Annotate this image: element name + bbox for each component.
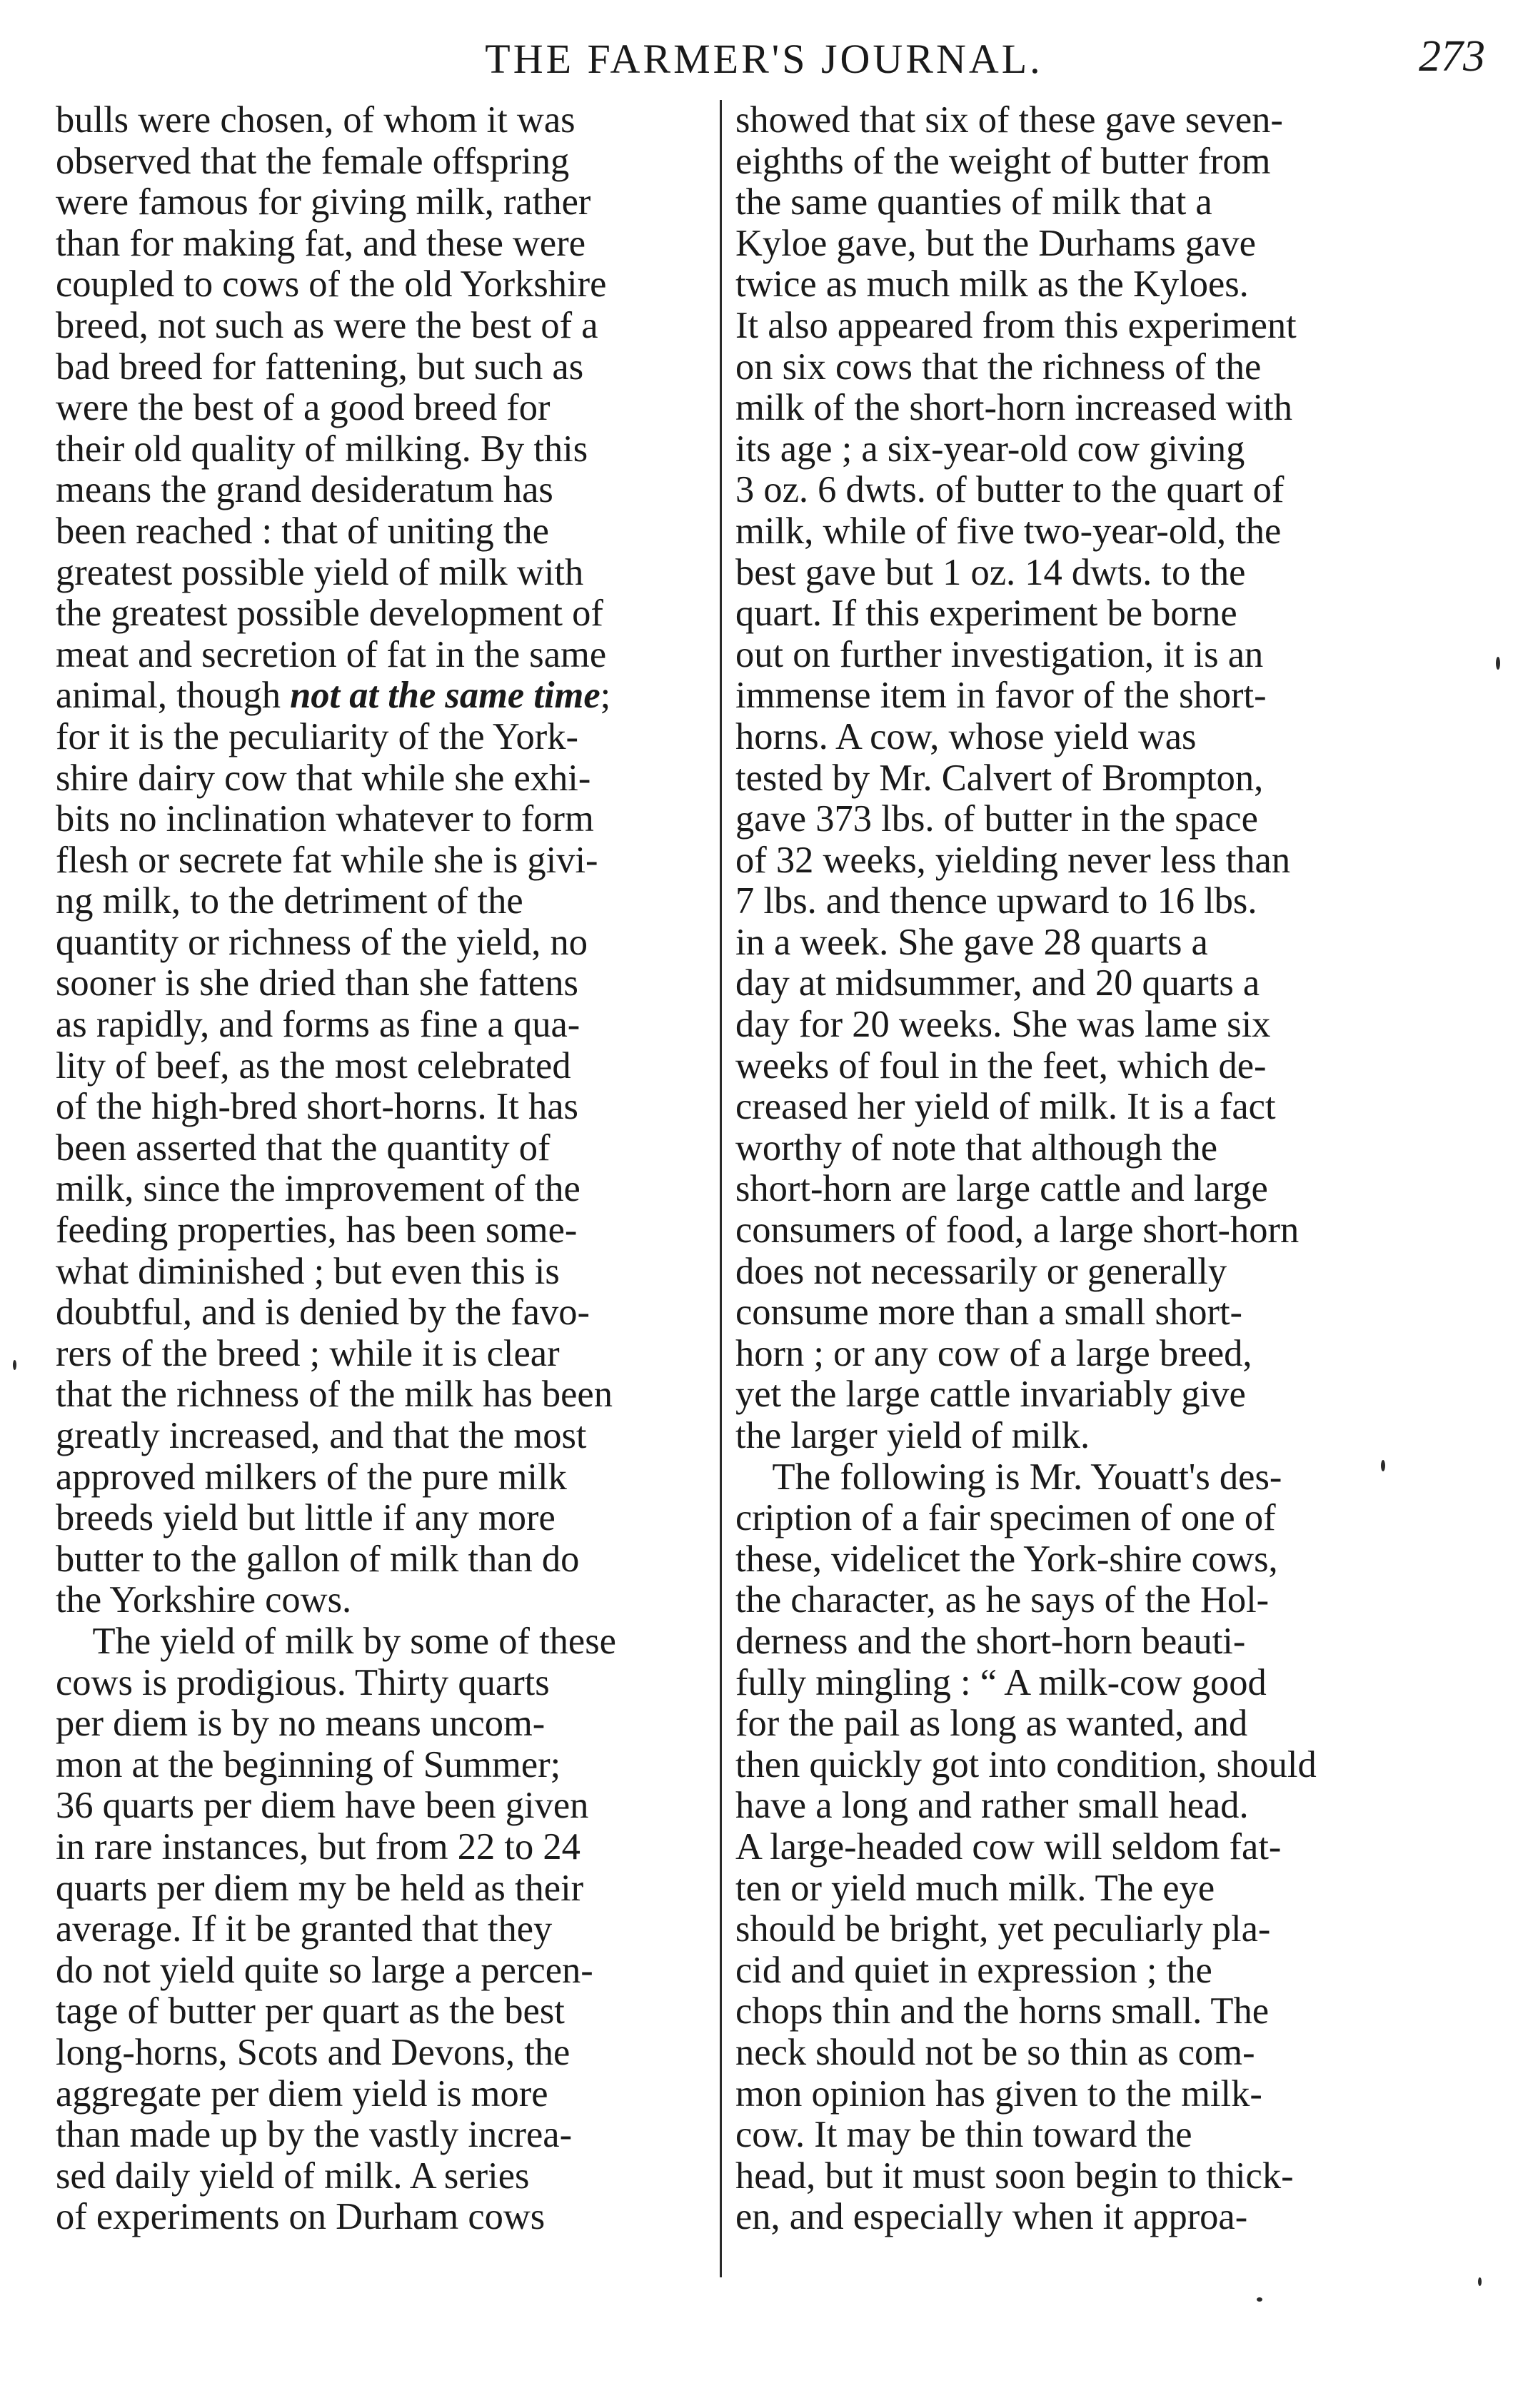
text-line: day for 20 weeks. She was lame six [735, 1004, 1271, 1046]
text-line: worthy of note that although the [735, 1127, 1218, 1169]
text-line: its age ; a six-year-old cow giving [735, 428, 1245, 470]
text-line: mon opinion has given to the milk- [735, 2072, 1262, 2115]
text-line: chops thin and the horns small. The [735, 1990, 1270, 2032]
text-line: animal, though not at the same time; [56, 675, 611, 717]
text-line: twice as much milk as the Kyloes. [735, 263, 1249, 306]
text-line: for it is the peculiarity of the York- [56, 715, 578, 757]
text-line: Kyloe gave, but the Durhams gave [735, 222, 1256, 264]
text-line: It also appeared from this experiment [735, 304, 1297, 346]
text-line: ng milk, to the detriment of the [56, 880, 523, 922]
text-line: The yield of milk by some of these [56, 1620, 616, 1662]
emphasis: not at the same time [290, 675, 600, 717]
text-line: their old quality of milking. By this [56, 428, 588, 470]
text-line: in rare instances, but from 22 to 24 [56, 1825, 580, 1868]
text-line: tested by Mr. Calvert of Brompton, [735, 757, 1264, 799]
text-line: means the grand desideratum has [56, 469, 553, 511]
text-line: yet the large cattle invariably give [735, 1374, 1246, 1416]
text-line: creased her yield of milk. It is a fact [735, 1086, 1276, 1128]
text-line: head, but it must soon begin to thick- [735, 2155, 1294, 2197]
text-line: 36 quarts per diem have been given [56, 1785, 589, 1827]
text-line: bits no inclination whatever to form [56, 798, 594, 840]
print-speck [1478, 2277, 1482, 2286]
text-line: coupled to cows of the old Yorkshire [56, 263, 607, 306]
text-line: best gave but 1 oz. 14 dwts. to the [735, 551, 1246, 593]
text-line: should be bright, yet peculiarly pla- [735, 1908, 1271, 1950]
print-speck [1257, 2297, 1262, 2302]
text-line: horns. A cow, whose yield was [735, 715, 1197, 757]
text-line: derness and the short-horn beauti- [735, 1620, 1246, 1662]
text-line: been reached : that of uniting the [56, 510, 549, 552]
text-line: approved milkers of the pure milk [56, 1456, 567, 1498]
text-line: in a week. She gave 28 quarts a [735, 921, 1208, 963]
text-line: the same quanties of milk that a [735, 181, 1212, 223]
text-line: then quickly got into condition, should [735, 1743, 1317, 1785]
text-line: out on further investigation, it is an [735, 633, 1264, 675]
text-line: the Yorkshire cows. [56, 1579, 352, 1621]
text-line: than for making fat, and these were [56, 222, 585, 264]
print-speck [13, 1360, 16, 1370]
text-line: breeds yield but little if any more [56, 1497, 556, 1539]
text-line: sed daily yield of milk. A series [56, 2155, 530, 2197]
text-line: milk, since the improvement of the [56, 1168, 580, 1210]
text-line: consumers of food, a large short-horn [735, 1209, 1300, 1251]
text-line: cid and quiet in expression ; the [735, 1949, 1212, 1991]
text-line: milk, while of five two-year-old, the [735, 510, 1282, 552]
text-line: flesh or secrete fat while she is givi- [56, 839, 598, 881]
text-line: doubtful, and is denied by the favo- [56, 1291, 590, 1334]
text-line: for the pail as long as wanted, and [735, 1703, 1248, 1745]
text-line: were the best of a good breed for [56, 387, 551, 429]
text-line: bulls were chosen, of whom it was [56, 99, 575, 141]
text-line: consume more than a small short- [735, 1291, 1243, 1334]
text-line: weeks of foul in the feet, which de- [735, 1044, 1267, 1087]
text-line: butter to the gallon of milk than do [56, 1538, 580, 1580]
text-line: feeding properties, has been some- [56, 1209, 578, 1251]
text-line: milk of the short-horn increased with [735, 387, 1293, 429]
text-line: quantity or richness of the yield, no [56, 921, 588, 963]
text-line: 3 oz. 6 dwts. of butter to the quart of [735, 469, 1285, 511]
text-line: horn ; or any cow of a large breed, [735, 1332, 1252, 1374]
text-line: A large-headed cow will seldom fat- [735, 1825, 1282, 1868]
text-line: ten or yield much milk. The eye [735, 1867, 1215, 1909]
text-line: 7 lbs. and thence upward to 16 lbs. [735, 880, 1257, 922]
right-column [735, 100, 1435, 2238]
text-line: cription of a fair specimen of one of [735, 1497, 1276, 1539]
text-line: greatest possible yield of milk with [56, 551, 584, 593]
text-line: rers of the breed ; while it is clear [56, 1332, 560, 1374]
text-line: greatly increased, and that the most [56, 1415, 587, 1456]
text-line: short-horn are large cattle and large [735, 1168, 1268, 1210]
text-line: quarts per diem my be held as their [56, 1867, 584, 1909]
text-line: The following is Mr. Youatt's des- [735, 1456, 1282, 1498]
text-line: were famous for giving milk, rather [56, 181, 591, 223]
text-line: immense item in favor of the short- [735, 675, 1267, 717]
text-line: aggregate per diem yield is more [56, 2072, 548, 2115]
text-line: than made up by the vastly increa- [56, 2114, 573, 2156]
page-number: 273 [1419, 32, 1485, 81]
text-line: meat and secretion of fat in the same [56, 633, 607, 675]
text-line: what diminished ; but even this is [56, 1250, 560, 1292]
text-line: does not necessarily or generally [735, 1250, 1227, 1292]
text-line: quart. If this experiment be borne [735, 593, 1237, 635]
text-line: as rapidly, and forms as fine a qua- [56, 1004, 580, 1046]
text-line: bad breed for fattening, but such as [56, 346, 584, 388]
text-line: on six cows that the richness of the [735, 346, 1262, 388]
text-line: have a long and rather small head. [735, 1785, 1249, 1827]
text-line: lity of beef, as the most celebrated [56, 1044, 571, 1087]
print-speck [1381, 1460, 1385, 1471]
text-line: mon at the beginning of Summer; [56, 1743, 561, 1785]
text-line: observed that the female offspring [56, 140, 570, 182]
text-line: cows is prodigious. Thirty quarts [56, 1661, 550, 1703]
text-line: showed that six of these gave seven- [735, 99, 1283, 141]
text-line: of the high-bred short-horns. It has [56, 1086, 578, 1128]
text-line: been asserted that the quantity of [56, 1127, 551, 1169]
left-column [56, 100, 713, 2238]
text-line: per diem is by no means uncom- [56, 1703, 546, 1745]
text-line: the character, as he says of the Hol- [735, 1579, 1270, 1621]
text-line: do not yield quite so large a percen- [56, 1949, 593, 1991]
text-line: that the richness of the milk has been [56, 1374, 613, 1416]
text-line: long-horns, Scots and Devons, the [56, 2031, 571, 2073]
text-line: neck should not be so thin as com- [735, 2031, 1255, 2073]
text-line: day at midsummer, and 20 quarts a [735, 962, 1260, 1004]
print-speck [1496, 657, 1500, 670]
text-line: average. If it be granted that they [56, 1908, 553, 1950]
text-line: eighths of the weight of butter from [735, 140, 1271, 182]
text-line: of experiments on Durham cows [56, 2196, 546, 2238]
text-line: of 32 weeks, yielding never less than [735, 839, 1291, 881]
column-divider [720, 100, 722, 2277]
text-line: en, and especially when it approa- [735, 2196, 1248, 2238]
text-line: the greatest possible development of [56, 593, 603, 635]
text-line: breed, not such as were the best of a [56, 304, 598, 346]
text-line: cow. It may be thin toward the [735, 2114, 1192, 2156]
running-title: THE FARMER'S JOURNAL. [485, 36, 1043, 82]
text-line: tage of butter per quart as the best [56, 1990, 565, 2032]
text-line: sooner is she dried than she fattens [56, 962, 578, 1004]
text-line: shire dairy cow that while she exhi- [56, 757, 591, 799]
text-line: gave 373 lbs. of butter in the space [735, 798, 1258, 840]
text-line: fully mingling : “ A milk-cow good [735, 1661, 1267, 1703]
page-header [43, 29, 1485, 86]
text-line: the larger yield of milk. [735, 1415, 1090, 1456]
text-line: these, videlicet the York-shire cows, [735, 1538, 1278, 1580]
